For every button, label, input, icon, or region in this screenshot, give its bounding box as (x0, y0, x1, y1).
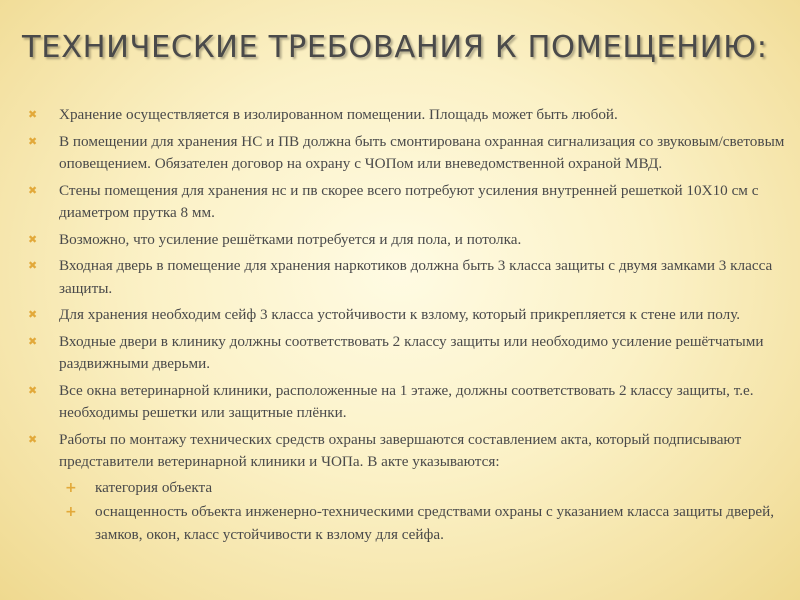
x-mark-icon: ✖ (28, 232, 38, 246)
list-item (28, 331, 788, 376)
sub-list-item (65, 477, 788, 500)
x-mark-icon: ✖ (28, 259, 38, 272)
sub-list-item-text: категория объекта (95, 478, 213, 496)
x-mark-icon: ✖ (28, 432, 38, 446)
list-item (28, 304, 788, 327)
slide-title: ТЕХНИЧЕСКИЕ ТРЕБОВАНИЯ К ПОМЕЩЕНИЮ: (22, 30, 768, 65)
x-mark-icon: ✖ (28, 134, 38, 148)
list-item-text: Стены помещения для хранения нс и пв скорее всего потребуют усиления внутренней решеткой 10Х10 см с диаметром прутка 8 мм. (59, 181, 759, 221)
list-item-text: Входная дверь в помещение для хранения наркотиков должна быть 3 класса защиты с двумя замками 3 класса защиты. (59, 257, 773, 297)
act-contents-sublist (65, 477, 788, 547)
list-item (28, 131, 788, 176)
sub-list-item-text: оснащенность объекта инженерно-техническими средствами охраны с указанием класса защиты дверей, замков, окон, класс устойчивости к взлому для сейфа. (95, 503, 775, 543)
list-item-text: Все окна ветеринарной клиники, расположенные на 1 этаже, должны соответствовать 2 классу защиты, т.е. необходимы решетки или защитные плёнки. (59, 381, 754, 421)
x-mark-icon: ✖ (28, 183, 38, 197)
list-item (28, 229, 788, 252)
list-item (28, 180, 788, 225)
slide-content (28, 104, 788, 550)
list-item (28, 104, 788, 127)
list-item-text: Работы по монтажу технических средств охраны завершаются составлением акта, который подписывают представители ветеринарной клиники и ЧОПа. В акте указываются: (59, 430, 742, 470)
list-item-text: Входные двери в клинику должны соответствовать 2 классу защиты или необходимо усиление решётчатыми раздвижными дверьми. (59, 332, 764, 372)
sub-list-item (65, 501, 788, 546)
list-item (28, 255, 788, 300)
requirements-list (28, 104, 788, 546)
list-item-text: В помещении для хранения НС и ПВ должна быть смонтирована охранная сигнализация со звуковым/световым оповещением. Обязателен договор на охрану с ЧОПом или вневедомственной охраной МВД. (59, 132, 785, 172)
list-item (28, 380, 788, 425)
x-mark-icon: ✖ (28, 334, 38, 348)
x-mark-icon: ✖ (28, 108, 38, 121)
plus-icon: + (65, 504, 77, 520)
list-item (28, 429, 788, 547)
list-item-text: Хранение осуществляется в изолированном помещении. Площадь может быть любой. (59, 106, 618, 123)
x-mark-icon: ✖ (28, 308, 38, 321)
plus-icon: + (65, 479, 77, 496)
x-mark-icon: ✖ (28, 383, 38, 397)
list-item-text: Для хранения необходим сейф 3 класса устойчивости к взлому, который прикрепляется к стене или полу. (59, 306, 741, 323)
list-item-text: Возможно, что усиление решётками потребуется и для пола, и потолка. (59, 230, 522, 248)
